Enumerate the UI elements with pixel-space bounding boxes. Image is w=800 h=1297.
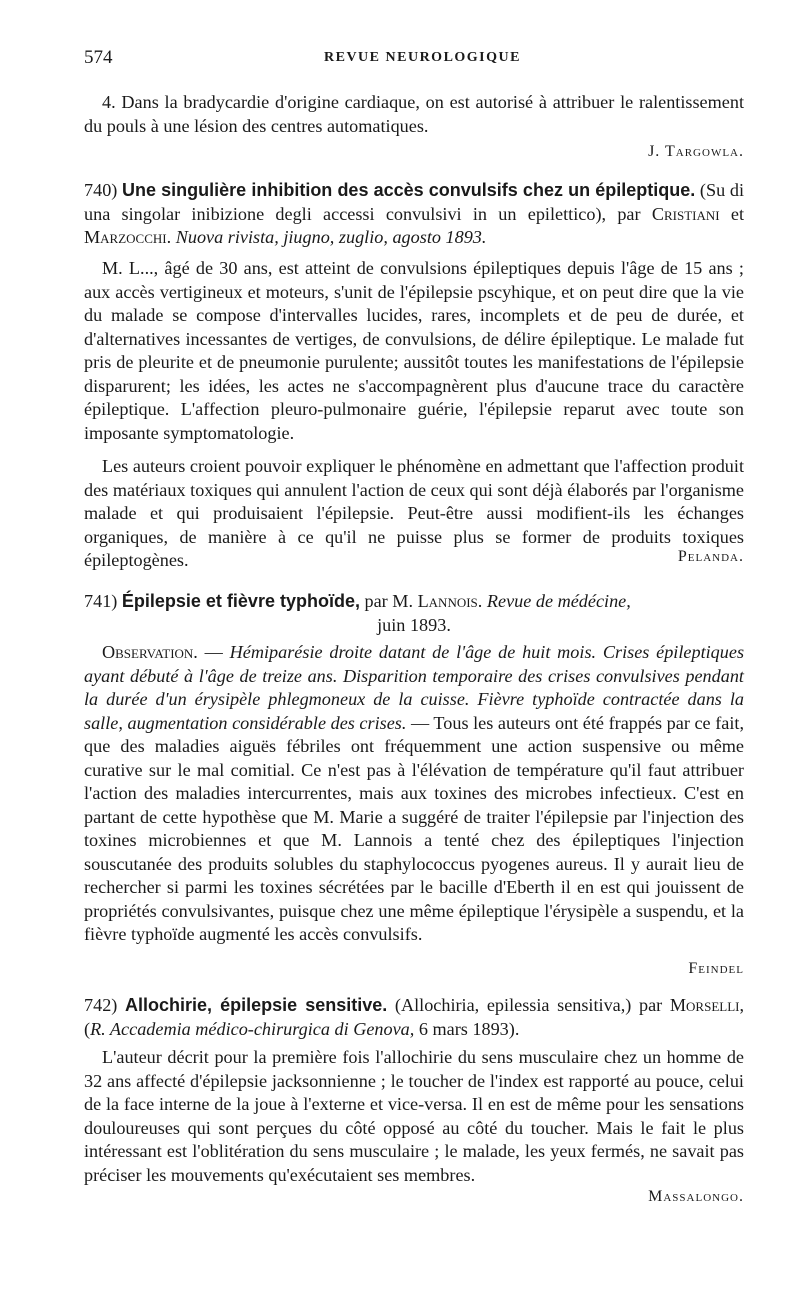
previous-item-signature: J. Targowla. bbox=[648, 143, 744, 160]
item-740-signature: Pelanda. bbox=[677, 548, 744, 565]
item-740-paragraph-1: M. L..., âgé de 30 ans, est atteint de convulsions épileptiques depuis l'âge de 15 ans ; aux accès vertigineux et moteurs, s'unit de l'épilepsie pscyhique, et on peut dire que la vie du malade se compose d'intervalles lucides, rares, incomplets et de peu de durée, et d'alternatives incessantes de vertiges, de convulsions, de délire épileptique. Le malade fut pris de pleurite et de pneumonie purulente; aussitôt toutes les manifestations de l'épilepsie disparurent; les idées, les actes ne s'accompagnèrent plus d'aucune trace du caractère épileptique. L'affection pleuro-pulmonaire guérie, l'épilepsie reparut avec toute son imposante symptomatologie. bbox=[84, 258, 744, 443]
observation-summary: Hémiparésie droite datant de l'âge de huit mois. Crises épileptiques ayant débuté à l'âge de treize ans. Disparition temporaire des crises convulsives pendant la durée d'un érysipèle phlegmoneux de la cuisse. Fièvre typhoïde contractée dans la salle, augmentation considérable des crises. bbox=[84, 642, 745, 733]
item-741-observation: Observation. — Hémiparésie droite datant de l'âge de huit mois. Crises épileptiques ayant débuté à l'âge de treize ans. Disparition temporaire des crises convulsives pendant la durée d'un érysipèle phlegmoneux de la cuisse. Fièvre typhoïde contractée dans la salle, augmentation considérable des crises. — Tous les auteurs ont été frappés par ce fait, que des maladies aiguës fébriles ont fréquemment une action suspensive ou même curative sur le mal comitial. Ce n'est pas à l'élévation de température qu'il faut attribuer l'action des maladies intercurrentes, mais aux toxines des microbes infectieux. C'est en partant de cette hypothèse que M. Marie a suggéré de traiter l'épilepsie par l'injection des toxines microbiennes et que M. Lannois a tenté chez des épileptiques l'injection souscutanée des produits solubles du staphylococcus pyogenes aureus. Il y aurait lieu de rechercher si parmi les toxines sécrétées par le bacille d'Eberth il en est qui jouissent de propriétés convulsivantes, puisque chez une même épileptique l'érysipèle a suspendu, et la fièvre typhoïde augmenté les accès convulsifs. bbox=[84, 642, 745, 944]
item-741-title: Épilepsie et fièvre typhoïde, bbox=[121, 591, 360, 611]
item-742-heading: 742) Allochirie, épilepsie sensitive. (Allochiria, epilessia sensitiva,) par Morselli, (R. Accademia médico-chirurgica di Genova, 6 mars 1893). bbox=[84, 995, 745, 1039]
item-740-author-2: Marzocchi. bbox=[84, 227, 172, 247]
item-741-date: juin 1893. bbox=[377, 615, 451, 635]
previous-item-conclusion: 4. Dans la bradycardie d'origine cardiaque, on est autorisé à attribuer le ralentissement du pouls à une lésion des centres automatiques. bbox=[84, 92, 744, 136]
page-number: 574 bbox=[84, 47, 113, 68]
item-742-title: Allochirie, épilepsie sensitive. bbox=[124, 995, 388, 1015]
page-header bbox=[84, 47, 744, 69]
item-742-source: R. Accademia médico-chirurgica di Genova, bbox=[90, 1018, 415, 1039]
item-741-heading: 741) Épilepsie et fièvre typhoïde, par M. Lannois. Revue de médécine, bbox=[84, 591, 631, 611]
item-740-heading: 740) Une singulière inhibition des accès convulsifs chez un épileptique. (Su di una singolar inibizione degli accessi convulsivi in un epilettico), par Cristiani et Marzocchi. Nuova rivista, jiugno, zuglio, agosto 1893. bbox=[84, 180, 745, 247]
item-741-signature: Feindel bbox=[688, 960, 744, 977]
item-741-source: Revue de médécine, bbox=[486, 591, 631, 611]
item-740-title: Une singulière inhibition des accès convulsifs chez un épileptique. bbox=[122, 180, 696, 200]
item-742-paragraph: L'auteur décrit pour la première fois l'allochirie du sens musculaire chez un homme de 32 ans affecté d'épilepsie jacksonnienne ; le toucher de l'index est rapporté au pouce, celui de la face interne de la joue à l'externe et vice-versa. Il en est de même pour les sensations douloureuses qui sont perçues du côté opposé au côté du toucher. Mais le fait le plus intéressant est l'oblitération du sens musculaire ; le malade, les yeux fermés, ne savait pas préciser les mouvements qu'exécutaient ses membres. bbox=[84, 1047, 744, 1185]
item-740-author-1: Cristiani bbox=[651, 203, 720, 224]
item-741-author: Lannois. bbox=[417, 591, 483, 611]
observation-text: — Tous les auteurs ont été frappés par ce fait, que des maladies aiguës fébriles ont fréquemment une action suspensive ou même curative sur le mal comitial. Ce n'est pas à l'élévation de température qu'il faut attribuer l'action des maladies intercurrentes, mais aux toxines des microbes infectieux. C'est en partant de cette hypothèse que M. Marie a suggéré de traiter l'épilepsie par l'injection des toxines microbiennes et que M. Lannois a tenté chez des épileptiques l'injection souscutanée des produits solubles du staphylococcus pyogenes aureus. Il y aurait lieu de rechercher si parmi les toxines sécrétées par le bacille d'Eberth il en est qui jouissent de propriétés convulsivantes, puisque chez une même épileptique l'érysipèle a suspendu, et la fièvre typhoïde augmenté les accès convulsifs. bbox=[84, 712, 744, 944]
item-742-author: Morselli, bbox=[669, 995, 745, 1015]
observation-label: Observation. bbox=[102, 642, 198, 662]
running-title: REVUE NEUROLOGIQUE bbox=[324, 50, 521, 65]
item-742-signature: Massalongo. bbox=[648, 1188, 744, 1205]
item-740-source: Nuova rivista, jiugno, zuglio, agosto 1893. bbox=[175, 227, 487, 247]
item-740-paragraph-2: Les auteurs croient pouvoir expliquer le phénomène en admettant que l'affection produit des matériaux toxiques qui annulent l'action de ceux qui sont déjà élaborés par l'organisme malade et qui produisaient l'épilepsie. Peut-être aussi modifient-ils les échanges organiques, de manière à ce qu'il ne puisse plus se former de produits toxiques épileptogènes. bbox=[84, 456, 744, 570]
